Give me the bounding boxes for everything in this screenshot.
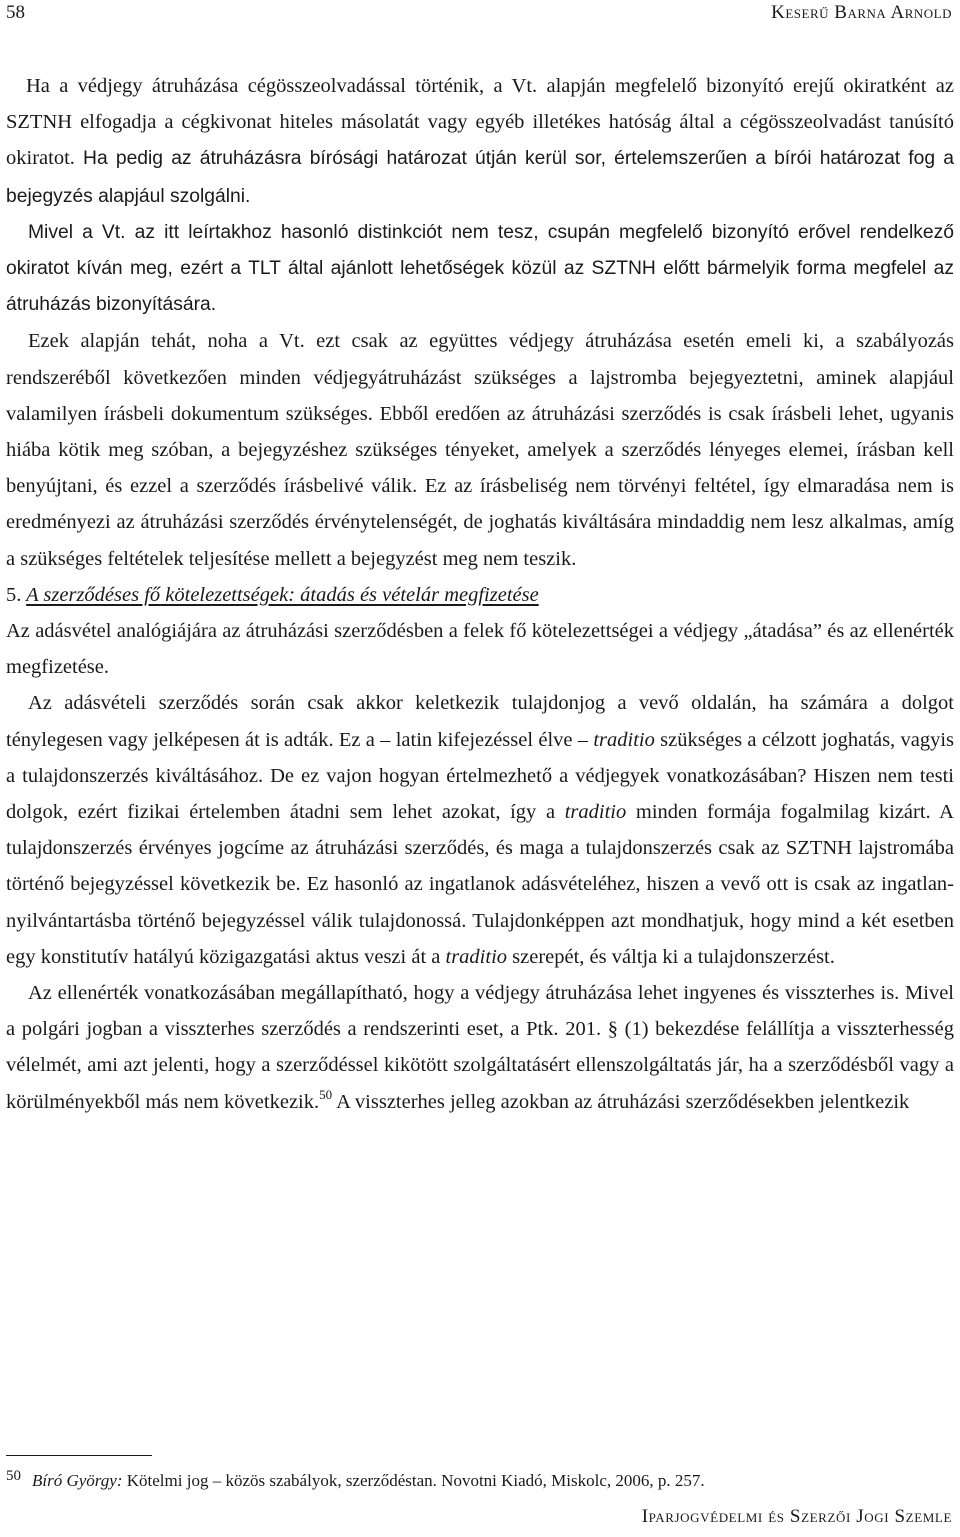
paragraph-text: Az adásvételi szerződés során csak akkor keletkezik tulajdonjog a vevő oldalán, ha számára a dolgot ténylegesen vagy jelképesen át is adták. Ez a – latin kifejezéssel élve –	[6, 692, 954, 751]
paragraph-text: szükséges a célzott joghatás, vagyis a tulajdonszerzés kiváltásához. De ez vajon hogyan értelmezhető a védjegyek vonatkozásában? Hiszen nem testi dolgok, ezért fizikai értelemben átadni sem lehet azokat, így a	[6, 728, 954, 824]
footnote-divider	[6, 1455, 152, 1456]
paragraph-text: szerepét, és váltja ki a tulajdonszerzést.	[507, 945, 835, 968]
paragraph-text: Az ellenérték vonatkozásában megállapítható, hogy a védjegy átruházása lehet ingyenes és visszterhes is. Mivel a polgári jogban a visszterhes szerződés a rendszerinti eset, a Ptk. 201. § (1) bekezdése felállítja a visszterhesség vélelmét, ami azt jelenti, hogy a szerződéssel kikötött szolgáltatásért ellenszolgáltatás jár, ha a szerződésből vagy a körülményekből más nem következik.	[6, 982, 954, 1113]
journal-title-footer: Iparjogvédelmi és Szerzői Jogi Szemle	[641, 1506, 952, 1527]
paragraph-registration: Ezek alapján tehát, noha a Vt. ezt csak az együttes védjegy átruházása esetén emeli ki, a szabályozás rendszeréből következően minden védjegyátruházást szükséges a lajstromba bejegyeztetni, aminek alapjául valamilyen írásbeli dokumentum szükséges. Ebből eredően az átruházási szerződés is csak írásbeli lehet, ugyanis hiába kötik meg szóban, a bejegyzéshez szükséges tényeket, amelyek a szerződés lényeges elemei, írásban kell benyújtani, és ezzel a szerződés írásbelivé válik. Ez az írásbeliség nem törvényi feltétel, így elmaradása nem is eredményezi az átruházási szerződés érvénytelenségét, de joghatás kiváltására mindaddig nem lesz alkalmas, amíg a szükséges feltételek teljesítése mellett a bejegyzést meg nem teszik.	[6, 330, 954, 570]
paragraph-consideration	[6, 975, 954, 1120]
section-number: 5.	[6, 583, 22, 606]
section-title: A szerződéses fő kötelezettségek: átadás és vételár megfizetése	[26, 583, 539, 606]
running-head-author: Keserű Barna Arnold	[771, 2, 952, 23]
footnote-mark: 50	[6, 1468, 21, 1484]
paragraph-text-court: Ha pedig az átruházásra bírósági határozat útján kerül sor, értelemszerűen a bírói határozat fog a bejegyzés alapjául szolgálni.	[6, 148, 954, 207]
term-traditio: traditio	[445, 945, 508, 968]
term-traditio: traditio	[593, 728, 655, 751]
paragraph-text: Ha a védjegy átruházása cégösszeolvadással történik, a Vt. alapján megfelelő bizonyító erejű okiratként az SZTNH elfogadja a cégkivonat hiteles másolatát vagy egyéb illetékes hatóság által a cégösszeolvadást tanúsító okiratot.	[6, 75, 954, 170]
section-heading	[6, 577, 954, 613]
running-header	[0, 0, 960, 34]
footnote-reference[interactable]: 50	[319, 1086, 333, 1102]
paragraph-merger-transfer	[6, 68, 954, 215]
page-number: 58	[6, 2, 25, 23]
paragraph-vt-distinction: Mivel a Vt. az itt leírtakhoz hasonló distinkciót nem tesz, csupán megfelelő bizonyító erővel rendelkező okiratot kíván meg, ezért a TLT által ajánlott lehetőségek közül az SZTNH előtt bármelyik forma megfelel az átruházás bizonyítására.	[6, 221, 954, 316]
term-traditio: traditio	[564, 801, 627, 824]
paragraph-obligations: Az adásvétel analógiájára az átruházási szerződésben a felek fő kötelezettségei a védjegy „átadása” és az ellenérték megfizetése.	[6, 620, 954, 679]
paragraph-text: A visszterhes jelleg azokban az átruházási szerződésekben jelentkezik	[332, 1090, 910, 1113]
footnote-author: Bíró György:	[32, 1471, 123, 1490]
footnote-50	[6, 1464, 954, 1493]
footnote-text: Kötelmi jog – közös szabályok, szerződéstan. Novotni Kiadó, Miskolc, 2006, p. 257.	[122, 1471, 705, 1490]
paragraph-traditio	[6, 685, 954, 975]
article-body	[6, 68, 954, 1120]
paragraph-text: minden formája fogalmilag kizárt. A tulajdonszerzés érvényes jogcíme az átruházási szerződés, és maga a tulajdonszerzés csak az SZTNH lajstromába történő bejegyzéssel következik be. Ez hasonló az ingatlanok adásvételéhez, hiszen a vevő ott is csak az ingatlan-nyilvántartásba történő bejegyzéssel válik tulajdonossá. Tulajdonképpen azt mondhatjuk, hogy mind a két esetben egy konstitutív hatályú közigazgatási aktus veszi át a	[6, 801, 954, 968]
